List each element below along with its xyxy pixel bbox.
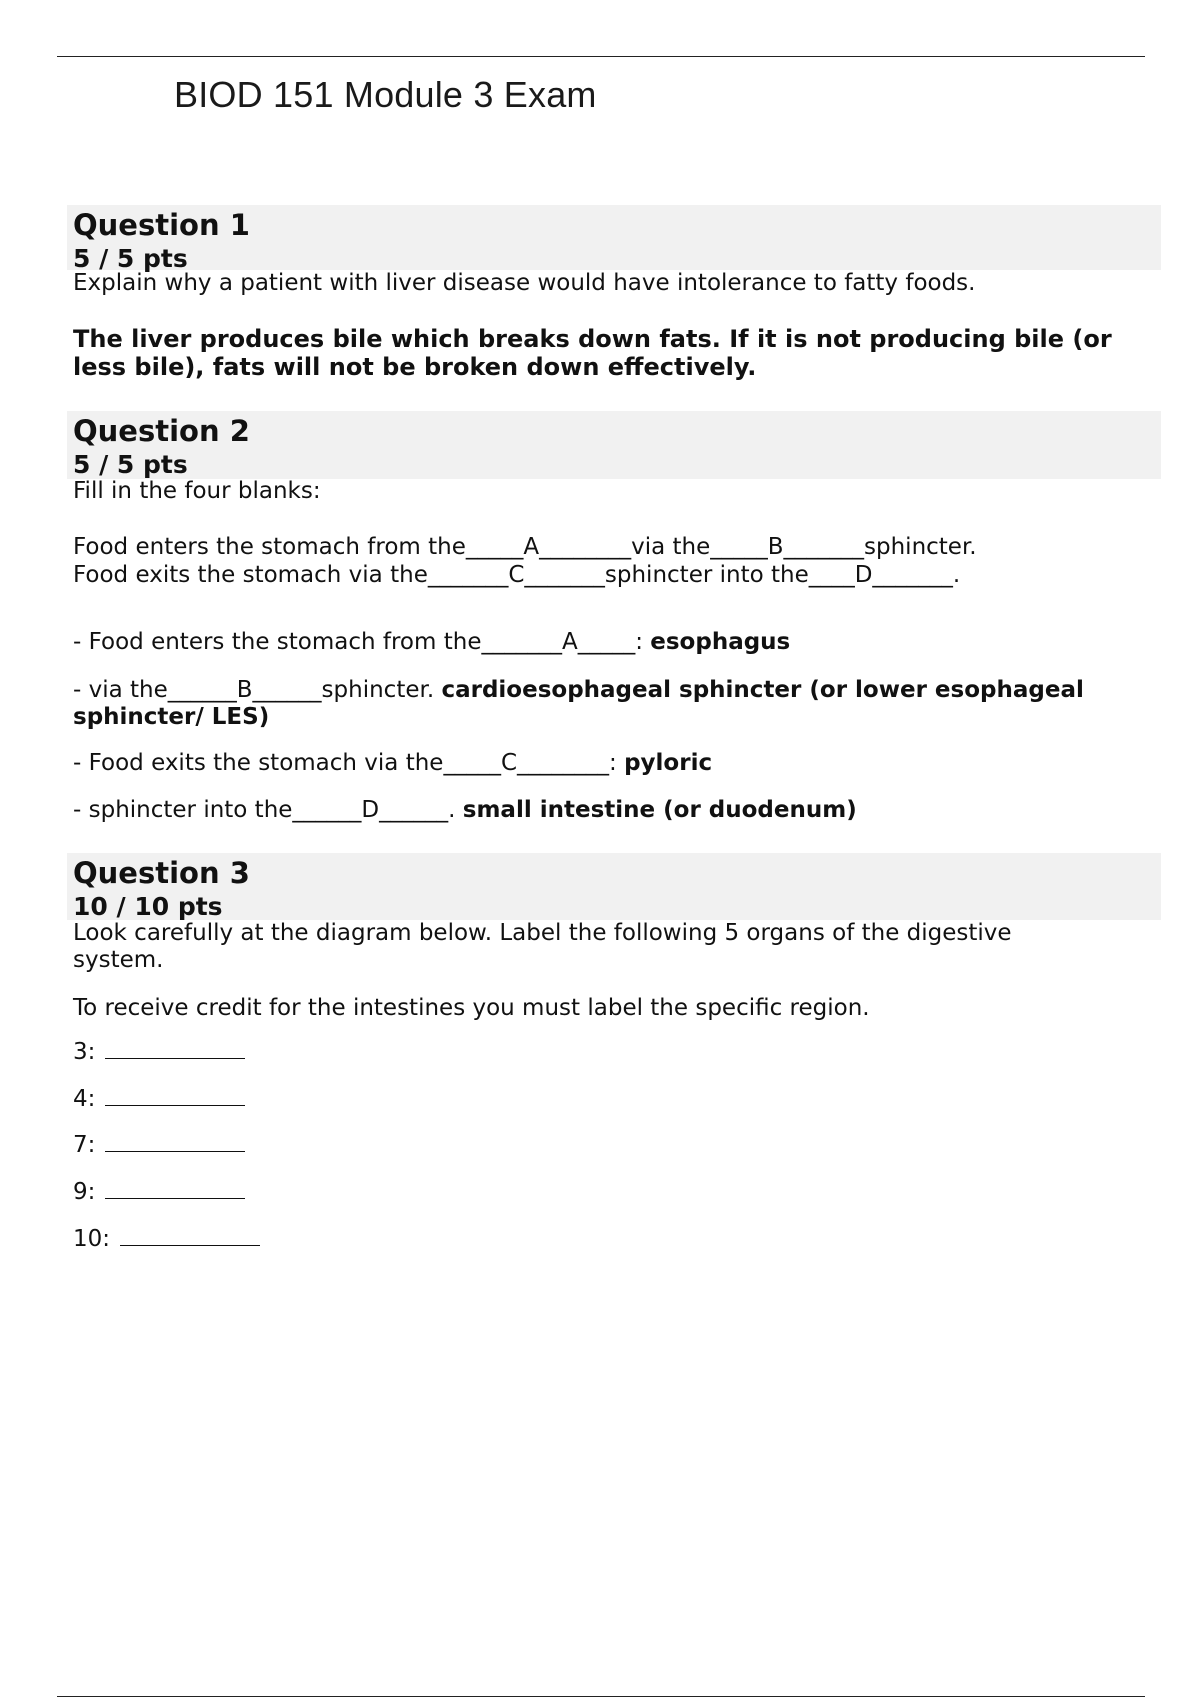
answer-a-prefix: - Food enters the stomach from the_______A_____:: [73, 629, 643, 655]
question-3-prompt-line-2: system.: [73, 947, 164, 973]
question-2-points: 5 / 5 pts: [73, 450, 188, 479]
question-1-prompt: Explain why a patient with liver disease would have intolerance to fatty foods.: [73, 270, 976, 296]
question-1-title: Question 1: [73, 208, 250, 242]
top-rule: [57, 56, 1145, 57]
question-3-title: Question 3: [73, 856, 250, 890]
label-number: 3:: [73, 1039, 96, 1065]
question-1-points: 5 / 5 pts: [73, 244, 188, 273]
document-title: BIOD 151 Module 3 Exam: [174, 74, 597, 115]
label-row: [73, 1131, 245, 1159]
question-1-answer-line-1: The liver produces bile which breaks down fats. If it is not producing bile (or: [73, 325, 1112, 353]
question-1-header: [67, 205, 1161, 273]
question-2-answer-c: [73, 749, 712, 777]
answer-blank[interactable]: [105, 1131, 245, 1152]
question-2-prompt: Fill in the four blanks:: [73, 478, 321, 504]
question-2-title: Question 2: [73, 414, 250, 448]
label-number: 7:: [73, 1132, 96, 1158]
answer-blank[interactable]: [105, 1178, 245, 1199]
answer-b-prefix: - via the______B______sphincter.: [73, 677, 435, 703]
question-3-header: [67, 853, 1161, 920]
label-row: [73, 1085, 245, 1113]
label-row: [73, 1225, 260, 1253]
question-3-prompt-line-1: Look carefully at the diagram below. Label the following 5 organs of the digestive: [73, 920, 1012, 946]
answer-b-value: cardioesophageal sphincter (or lower esophageal: [441, 677, 1084, 703]
answer-d-value: small intestine (or duodenum): [462, 797, 857, 823]
question-2-statement-line-2: Food exits the stomach via the_______C_______sphincter into the____D_______.: [73, 562, 961, 588]
answer-blank[interactable]: [120, 1225, 260, 1246]
label-row: [73, 1178, 245, 1206]
label-number: 9:: [73, 1179, 96, 1205]
question-2-answer-d: [73, 796, 857, 824]
answer-b-value-continued: sphincter/ LES): [73, 704, 270, 730]
label-number: 10:: [73, 1226, 111, 1252]
answer-c-prefix: - Food exits the stomach via the_____C________:: [73, 750, 617, 776]
answer-blank[interactable]: [105, 1085, 245, 1106]
bottom-rule: [57, 1696, 1145, 1697]
question-3-note: To receive credit for the intestines you must label the specific region.: [73, 995, 870, 1021]
answer-a-value: esophagus: [650, 629, 791, 655]
label-number: 4:: [73, 1086, 96, 1112]
question-2-statement-line-1: Food enters the stomach from the_____A________via the_____B_______sphincter.: [73, 534, 977, 560]
question-3-points: 10 / 10 pts: [73, 892, 223, 921]
answer-d-prefix: - sphincter into the______D______.: [73, 797, 456, 823]
question-2-header: [67, 411, 1161, 479]
answer-c-value: pyloric: [624, 750, 713, 776]
question-2-answer-b: [73, 676, 1084, 704]
label-row: [73, 1038, 245, 1066]
answer-blank[interactable]: [105, 1038, 245, 1059]
question-1-answer-line-2: less bile), fats will not be broken down effectively.: [73, 353, 757, 381]
question-2-answer-a: [73, 628, 790, 656]
